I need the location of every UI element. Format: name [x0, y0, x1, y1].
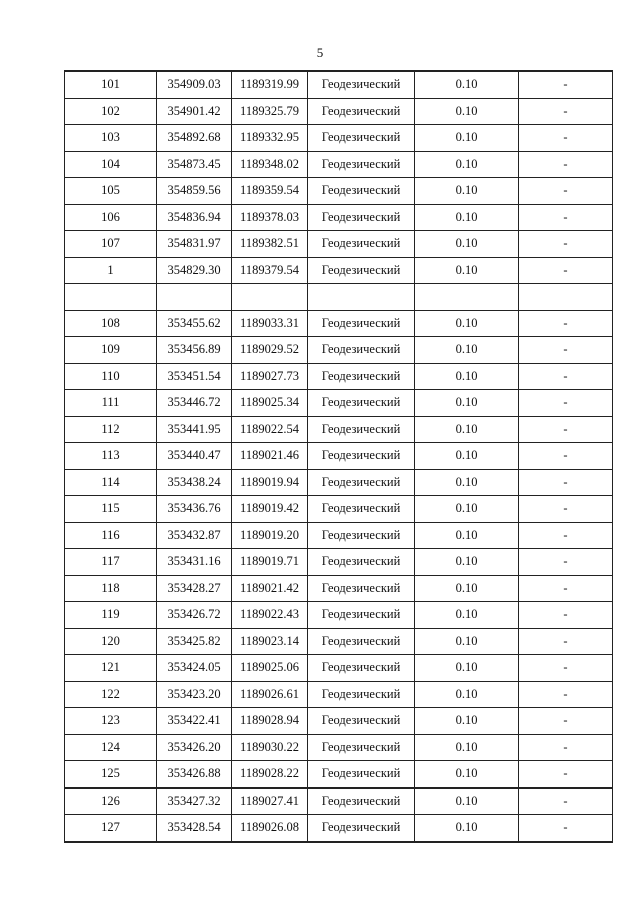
point-number-cell: 101 — [65, 71, 157, 98]
method-cell: Геодезический — [308, 708, 415, 735]
accuracy-cell: 0.10 — [415, 204, 519, 231]
point-number-cell: 104 — [65, 151, 157, 178]
y-coordinate-cell: 1189030.22 — [232, 734, 308, 761]
note-cell: - — [519, 761, 613, 788]
table-row — [65, 496, 613, 523]
method-cell: Геодезический — [308, 204, 415, 231]
method-cell: Геодезический — [308, 575, 415, 602]
accuracy-cell: 0.10 — [415, 815, 519, 842]
point-number-cell: 108 — [65, 310, 157, 337]
y-coordinate-cell: 1189332.95 — [232, 125, 308, 152]
method-cell: Геодезический — [308, 310, 415, 337]
point-number-cell: 1 — [65, 257, 157, 284]
accuracy-cell: 0.10 — [415, 788, 519, 815]
method-cell: Геодезический — [308, 496, 415, 523]
method-cell: Геодезический — [308, 363, 415, 390]
table-row — [65, 628, 613, 655]
method-cell: Геодезический — [308, 257, 415, 284]
table-row — [65, 761, 613, 788]
x-coordinate-cell: 353440.47 — [157, 443, 232, 470]
y-coordinate-cell: 1189379.54 — [232, 257, 308, 284]
point-number-cell: 120 — [65, 628, 157, 655]
point-number-cell: 115 — [65, 496, 157, 523]
accuracy-cell — [415, 284, 519, 311]
coordinates-table-body — [65, 71, 613, 842]
x-coordinate-cell: 353422.41 — [157, 708, 232, 735]
y-coordinate-cell: 1189026.61 — [232, 681, 308, 708]
point-number-cell: 125 — [65, 761, 157, 788]
point-number-cell: 116 — [65, 522, 157, 549]
method-cell: Геодезический — [308, 549, 415, 576]
table-row — [65, 469, 613, 496]
method-cell: Геодезический — [308, 469, 415, 496]
note-cell: - — [519, 390, 613, 417]
accuracy-cell: 0.10 — [415, 337, 519, 364]
table-row — [65, 284, 613, 311]
note-cell: - — [519, 337, 613, 364]
note-cell: - — [519, 655, 613, 682]
accuracy-cell: 0.10 — [415, 496, 519, 523]
table-row — [65, 681, 613, 708]
table-row — [65, 204, 613, 231]
note-cell: - — [519, 815, 613, 842]
accuracy-cell: 0.10 — [415, 469, 519, 496]
table-row — [65, 178, 613, 205]
y-coordinate-cell: 1189026.08 — [232, 815, 308, 842]
accuracy-cell: 0.10 — [415, 602, 519, 629]
note-cell: - — [519, 231, 613, 258]
note-cell: - — [519, 522, 613, 549]
accuracy-cell: 0.10 — [415, 443, 519, 470]
table-row — [65, 337, 613, 364]
table-row — [65, 443, 613, 470]
y-coordinate-cell: 1189019.94 — [232, 469, 308, 496]
accuracy-cell: 0.10 — [415, 416, 519, 443]
point-number-cell: 107 — [65, 231, 157, 258]
table-row — [65, 71, 613, 98]
table-row — [65, 416, 613, 443]
y-coordinate-cell: 1189021.42 — [232, 575, 308, 602]
note-cell: - — [519, 575, 613, 602]
coordinates-table — [64, 70, 613, 843]
point-number-cell: 106 — [65, 204, 157, 231]
note-cell: - — [519, 257, 613, 284]
accuracy-cell: 0.10 — [415, 151, 519, 178]
note-cell: - — [519, 151, 613, 178]
x-coordinate-cell — [157, 284, 232, 311]
x-coordinate-cell: 353455.62 — [157, 310, 232, 337]
x-coordinate-cell: 353441.95 — [157, 416, 232, 443]
y-coordinate-cell: 1189022.54 — [232, 416, 308, 443]
method-cell: Геодезический — [308, 681, 415, 708]
x-coordinate-cell: 354901.42 — [157, 98, 232, 125]
note-cell: - — [519, 98, 613, 125]
method-cell: Геодезический — [308, 655, 415, 682]
point-number-cell: 123 — [65, 708, 157, 735]
method-cell: Геодезический — [308, 761, 415, 788]
note-cell: - — [519, 71, 613, 98]
accuracy-cell: 0.10 — [415, 681, 519, 708]
note-cell: - — [519, 469, 613, 496]
table-row — [65, 257, 613, 284]
y-coordinate-cell: 1189025.06 — [232, 655, 308, 682]
point-number-cell: 122 — [65, 681, 157, 708]
accuracy-cell: 0.10 — [415, 178, 519, 205]
accuracy-cell: 0.10 — [415, 522, 519, 549]
y-coordinate-cell: 1189027.73 — [232, 363, 308, 390]
point-number-cell: 121 — [65, 655, 157, 682]
table-row — [65, 655, 613, 682]
method-cell: Геодезический — [308, 125, 415, 152]
y-coordinate-cell: 1189348.02 — [232, 151, 308, 178]
method-cell: Геодезический — [308, 522, 415, 549]
note-cell: - — [519, 549, 613, 576]
point-number-cell — [65, 284, 157, 311]
y-coordinate-cell: 1189019.20 — [232, 522, 308, 549]
point-number-cell: 110 — [65, 363, 157, 390]
x-coordinate-cell: 353427.32 — [157, 788, 232, 815]
accuracy-cell: 0.10 — [415, 628, 519, 655]
x-coordinate-cell: 353451.54 — [157, 363, 232, 390]
method-cell: Геодезический — [308, 602, 415, 629]
method-cell: Геодезический — [308, 98, 415, 125]
x-coordinate-cell: 353423.20 — [157, 681, 232, 708]
x-coordinate-cell: 353456.89 — [157, 337, 232, 364]
table-row — [65, 310, 613, 337]
x-coordinate-cell: 353446.72 — [157, 390, 232, 417]
note-cell: - — [519, 681, 613, 708]
y-coordinate-cell: 1189029.52 — [232, 337, 308, 364]
point-number-cell: 113 — [65, 443, 157, 470]
point-number-cell: 127 — [65, 815, 157, 842]
accuracy-cell: 0.10 — [415, 549, 519, 576]
point-number-cell: 105 — [65, 178, 157, 205]
x-coordinate-cell: 354873.45 — [157, 151, 232, 178]
note-cell — [519, 284, 613, 311]
accuracy-cell: 0.10 — [415, 98, 519, 125]
x-coordinate-cell: 353438.24 — [157, 469, 232, 496]
table-row — [65, 231, 613, 258]
method-cell: Геодезический — [308, 788, 415, 815]
accuracy-cell: 0.10 — [415, 708, 519, 735]
note-cell: - — [519, 628, 613, 655]
y-coordinate-cell: 1189022.43 — [232, 602, 308, 629]
point-number-cell: 118 — [65, 575, 157, 602]
table-row — [65, 602, 613, 629]
accuracy-cell: 0.10 — [415, 761, 519, 788]
y-coordinate-cell: 1189378.03 — [232, 204, 308, 231]
point-number-cell: 111 — [65, 390, 157, 417]
y-coordinate-cell: 1189025.34 — [232, 390, 308, 417]
note-cell: - — [519, 734, 613, 761]
x-coordinate-cell: 353426.20 — [157, 734, 232, 761]
point-number-cell: 119 — [65, 602, 157, 629]
table-row — [65, 390, 613, 417]
method-cell: Геодезический — [308, 628, 415, 655]
y-coordinate-cell: 1189382.51 — [232, 231, 308, 258]
x-coordinate-cell: 354892.68 — [157, 125, 232, 152]
accuracy-cell: 0.10 — [415, 71, 519, 98]
point-number-cell: 114 — [65, 469, 157, 496]
method-cell: Геодезический — [308, 443, 415, 470]
point-number-cell: 102 — [65, 98, 157, 125]
method-cell: Геодезический — [308, 151, 415, 178]
table-row — [65, 815, 613, 842]
method-cell: Геодезический — [308, 231, 415, 258]
y-coordinate-cell: 1189023.14 — [232, 628, 308, 655]
y-coordinate-cell: 1189019.42 — [232, 496, 308, 523]
x-coordinate-cell: 353426.72 — [157, 602, 232, 629]
method-cell: Геодезический — [308, 416, 415, 443]
accuracy-cell: 0.10 — [415, 125, 519, 152]
y-coordinate-cell: 1189319.99 — [232, 71, 308, 98]
note-cell: - — [519, 178, 613, 205]
y-coordinate-cell: 1189033.31 — [232, 310, 308, 337]
note-cell: - — [519, 443, 613, 470]
accuracy-cell: 0.10 — [415, 231, 519, 258]
accuracy-cell: 0.10 — [415, 734, 519, 761]
x-coordinate-cell: 354836.94 — [157, 204, 232, 231]
method-cell: Геодезический — [308, 337, 415, 364]
x-coordinate-cell: 353436.76 — [157, 496, 232, 523]
accuracy-cell: 0.10 — [415, 363, 519, 390]
x-coordinate-cell: 353424.05 — [157, 655, 232, 682]
x-coordinate-cell: 353426.88 — [157, 761, 232, 788]
table-row — [65, 788, 613, 815]
page-number: 5 — [316, 45, 324, 60]
point-number-cell: 126 — [65, 788, 157, 815]
point-number-cell: 103 — [65, 125, 157, 152]
accuracy-cell: 0.10 — [415, 655, 519, 682]
table-row — [65, 734, 613, 761]
y-coordinate-cell: 1189028.94 — [232, 708, 308, 735]
accuracy-cell: 0.10 — [415, 257, 519, 284]
y-coordinate-cell: 1189021.46 — [232, 443, 308, 470]
accuracy-cell: 0.10 — [415, 390, 519, 417]
note-cell: - — [519, 363, 613, 390]
note-cell: - — [519, 310, 613, 337]
note-cell: - — [519, 204, 613, 231]
x-coordinate-cell: 354909.03 — [157, 71, 232, 98]
y-coordinate-cell: 1189325.79 — [232, 98, 308, 125]
table-row — [65, 549, 613, 576]
note-cell: - — [519, 125, 613, 152]
method-cell: Геодезический — [308, 71, 415, 98]
method-cell — [308, 284, 415, 311]
x-coordinate-cell: 354859.56 — [157, 178, 232, 205]
y-coordinate-cell: 1189028.22 — [232, 761, 308, 788]
table-row — [65, 363, 613, 390]
note-cell: - — [519, 788, 613, 815]
table-row — [65, 575, 613, 602]
point-number-cell: 112 — [65, 416, 157, 443]
point-number-cell: 117 — [65, 549, 157, 576]
note-cell: - — [519, 708, 613, 735]
x-coordinate-cell: 353428.27 — [157, 575, 232, 602]
x-coordinate-cell: 354829.30 — [157, 257, 232, 284]
method-cell: Геодезический — [308, 815, 415, 842]
accuracy-cell: 0.10 — [415, 575, 519, 602]
point-number-cell: 124 — [65, 734, 157, 761]
x-coordinate-cell: 353425.82 — [157, 628, 232, 655]
accuracy-cell: 0.10 — [415, 310, 519, 337]
note-cell: - — [519, 496, 613, 523]
method-cell: Геодезический — [308, 178, 415, 205]
table-row — [65, 125, 613, 152]
note-cell: - — [519, 416, 613, 443]
x-coordinate-cell: 353431.16 — [157, 549, 232, 576]
table-row — [65, 151, 613, 178]
y-coordinate-cell: 1189359.54 — [232, 178, 308, 205]
y-coordinate-cell — [232, 284, 308, 311]
note-cell: - — [519, 602, 613, 629]
x-coordinate-cell: 353428.54 — [157, 815, 232, 842]
method-cell: Геодезический — [308, 734, 415, 761]
table-row — [65, 522, 613, 549]
method-cell: Геодезический — [308, 390, 415, 417]
y-coordinate-cell: 1189019.71 — [232, 549, 308, 576]
point-number-cell: 109 — [65, 337, 157, 364]
table-row — [65, 98, 613, 125]
x-coordinate-cell: 353432.87 — [157, 522, 232, 549]
x-coordinate-cell: 354831.97 — [157, 231, 232, 258]
table-row — [65, 708, 613, 735]
y-coordinate-cell: 1189027.41 — [232, 788, 308, 815]
